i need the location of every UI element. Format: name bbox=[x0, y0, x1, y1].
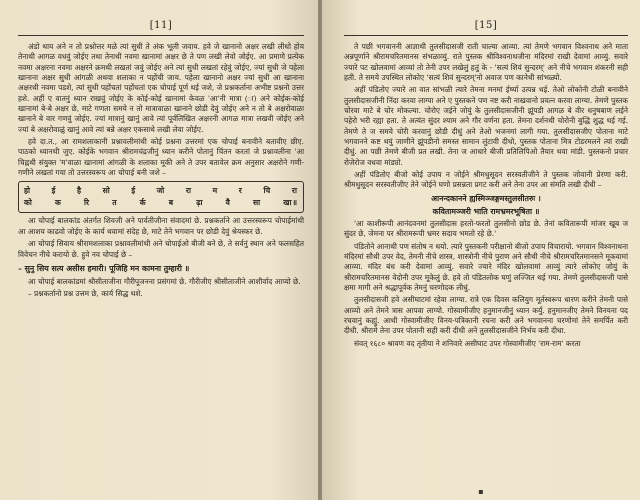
verse-syllable: चि bbox=[263, 186, 272, 196]
paragraph: आ चोपाई बालकांड अंतर्गत शिवजी अने पार्वतीजीना संवादमां छे. प्रश्नकर्ताने आ उत्तरस्वरूप चोपाईमांथी आ आशय काढवो जोईए के कार्य थवामां संदेह छे, माटे तेने भगवान पर छोडी देवुं श्रेयस्कर छे. bbox=[18, 216, 304, 236]
verse-syllable: त bbox=[112, 198, 118, 208]
verse-syllable: वै bbox=[225, 198, 231, 208]
verse-syllable: र bbox=[238, 186, 243, 196]
verse-syllable: खा॥ bbox=[283, 198, 298, 208]
verse-syllable: म bbox=[212, 186, 219, 196]
verse-row-2 bbox=[24, 197, 298, 209]
verse-box bbox=[18, 181, 304, 213]
paragraph: 'आ काशीरूपी आनंदवनमां तुलसीदास हरतो-फरतो तुलसीनो छोड छे. तेनां कवितारूपी मांजर खूब ज सुंदर छे, जेमना पर श्रीरामरूपी भ्रमर सदाय भमतो रहे छे.' bbox=[344, 218, 628, 239]
verse-syllable: क bbox=[54, 198, 62, 208]
verse-syllable: ब bbox=[168, 198, 175, 208]
verse-syllable: रा bbox=[291, 186, 298, 196]
paragraph: हवे दा.त., आ रामशलाकानी प्रश्नावलीमांथी कोई प्रश्नना उत्तरमां एक चोपाई बनावीने बतावीए छीए. पाठको ध्यानथी जुए. कोईके भगवान श्रीरामचंद्रजीनुं ध्यान करीने पोतानुं चिंतन करतां जे प्रश्नावलीना 'आ चिह्नथी संयुक्त 'म'वाळा खानामां आंगळी के शलाका मूकी अने ते उपर बतावेल क्रम अनुसार अक्षरोने गणी-गणीने लखतां गया तो उत्तरस्वरूप आ चोपाई बनी जशे – bbox=[18, 137, 304, 178]
page-number bbox=[18, 20, 304, 31]
verse-syllable: हो bbox=[24, 186, 31, 196]
page-number-text: [15] bbox=[474, 20, 498, 31]
sanskrit-verse-line-1: आनन्दकानने ह्यस्मिञ्जङ्गमस्तुलसीतरुः । bbox=[431, 193, 541, 203]
page-bottom-mark: ▪ bbox=[478, 487, 484, 496]
verse-syllable: रि bbox=[83, 198, 91, 208]
verse-row-1 bbox=[24, 185, 298, 197]
verse-syllable: ई bbox=[51, 186, 57, 196]
page-number bbox=[344, 20, 628, 31]
paragraph: ते पछी भगवाननी आज्ञाथी तुलसीदासजी राती चाल्या आव्या. त्यां तेमणे भगवान विश्वनाथ अने माता अन्नपूर्णाने श्रीरामचरितमानस संभळाव्युं. राते पुस्तक श्रीविश्वनाथजीना मंदिरमां राखी देवामां आव्युं. सवारे ज्यारे पट खोलवामां आव्यां तो तेनी उपर लखेलुं हतुं के - 'सत्यं शिवं सुन्दरम्' अने नीचे भगवान शंकरनी सही हती. ते समये उपस्थित लोकोए 'सत्यं शिवं सुन्दरम्'नो अवाज पण कानेथी सांभळ्यो. bbox=[344, 42, 628, 83]
verse-syllable: र्क bbox=[139, 198, 147, 208]
paragraph: आ चोपाई सिवाय श्रीरामशलाका प्रश्नावलीमांथी अने चोपाईओ बीजी बने छे, ते सर्वनुं स्थान अने फलसहित विवेचन नीचे करायो छे. हुवे नव चोपाई छे – bbox=[18, 239, 304, 259]
verse-syllable: ई bbox=[131, 186, 137, 196]
paragraph: आ चोपाई बालकांडमां श्रीसीताजीना गौरीपूजनना प्रसंगमां छे. गौरीजीए श्रीसीताजीने आशीर्वाद आप्यो छे. bbox=[28, 276, 301, 286]
page-number-text: [11] bbox=[149, 20, 173, 31]
paragraph: तुलसीदासजी हवे असीघाटमां रहेवा लाग्या. रात्रे एक दिवस कलियुग मूर्तस्वरूप धारण करीने तेमनी पासे आव्यो अने तेमने त्रास आपवा लाग्यो. गोस्वामीजीए हनुमानजीनुं ध्यान कर्युं. हनुमानजीए तेमने विनयना पद रचवानुं कह्युं. आथी गोस्वामीजीए विनय-पत्रिकानी रचना करी अने भगवानना चरणोमां तेने समर्पित करी दीधी. श्रीरामे तेना उपर पोतानी सही करी दीधी अने तुलसीदासजीने निर्भय करी दीधा. bbox=[344, 295, 628, 336]
verse-syllable: है bbox=[76, 186, 82, 196]
right-page bbox=[322, 0, 640, 500]
verse-syllable: रा bbox=[185, 186, 192, 196]
verse-quote: – सुनु सिय सत्य असीस हमारी। पूजिहि मन कामना तुम्हारी ॥ bbox=[18, 263, 190, 273]
paragraph: अंडो थाय अने न तो प्रश्नोत्तर मळे त्यां सुधी ते अंक भूली जवाय. हवे जे खानानो अक्षर लखी लीधो होय तेनाथी आगळ वधवुं जोईए तथा तेनाथी नवमा खानामां अक्षर छे ते पण लखी लेवो जोईए. आ प्रमाणे प्रत्येक नवमा अक्षरना नवमा अक्षरने क्रमथी लखतां जवुं जोईए अने त्यां सुधी लखतां रहेवुं जोईए, ज्यां सुधी जे पहेला खानाना अक्षर सुधी आंगळी अथवा शलाका न पहोंची जाय. पहेला खानानो अक्षर ज्यां सुधी आ खानाना अक्षरथी नवमा पडशे, त्यां सुधी पहोंचतां पहोंचतां एक चोपाई पूर्ण थई जशे, जे प्रश्नकर्ताना अभीष्ट प्रश्ननो उत्तर हशे. अहीं ए वातनुं ध्यान राखवुं जोईए के कोई-कोई खानामां केवळ 'आ'नी मात्रा (ा) अने कोईक-कोई खानामां बे-बे अक्षर छे, माटे गणता समये न तो मात्रावाळा खानाने छोडी देवुं जोईए अने न तो बे अक्षरोवाळा खानाने बे वार गणवुं जोईए. ज्यां मात्रानुं खानुं आवे त्यां पूर्वलिखित अक्षरनी आगळ मात्रा लखवी जोईए अने ज्यां बे अक्षरोवाळुं खानुं आवे त्यां बन्ने अक्षर एकसाथे लखी लेवा जोईए. bbox=[18, 42, 304, 134]
verse-syllable: ढ़ा bbox=[196, 198, 204, 208]
header-rule bbox=[18, 35, 304, 36]
paragraph: पंडितोने आनाथी पण संतोष न थयो. त्यारे पुस्तकनी परीक्षानो बीजो उपाय विचारायो. भगवान विश्वनाथना मंदिरमां सौथी उपर वेद, तेमनी नीचे शास्त्र, शास्त्रोनी नीचे पुराण अने सौथी नीचे श्रीरामचरितमानसने मूकवामां आव्या. मंदिर बंध करी देवामां आव्युं. सवारे ज्यारे मंदिर खोलवामां आव्युं त्यारे लोकोए जोयुं के श्रीरामचरितमानस वेदोनी उपर मूकेलुं छे. हवे तो पंडितलोक घणुं लज्जित थई गया. तेमणे तुलसीदासजी पासे क्षमा मागी अने श्रद्धापूर्वक तेमनुं चरणोदक लीधुं. bbox=[344, 241, 628, 292]
verse-syllable: सो bbox=[102, 186, 111, 196]
verse-syllable: सा bbox=[253, 198, 262, 208]
paragraph: अहीं पंडितोए बीजो कोई उपाय न जोईने श्रीमधुसूदन सरस्वतीजीने ते पुस्तक जोवानी प्रेरणा करी. श्रीमधुसूदन सरस्वतीजीए तेने जोईने घणो प्रसन्नता प्रगट करी अने तेना उपर आ संमति लखी दीधी – bbox=[344, 170, 628, 190]
verse-syllable: जो bbox=[156, 186, 166, 196]
header-rule bbox=[344, 35, 628, 36]
sanskrit-verse-line-2: कवितामञ्जरी भाति रामभ्रमरभूषिता ॥ bbox=[432, 206, 540, 216]
paragraph: अहीं पंडितोए ज्यारे आ वात सांभळी त्यारे तेमना मनमां ईर्ष्या उत्पन्न थई. तेओ लोकोनी टोळी बनावीने तुलसीदासजीनी निंदा करवा लाग्या अने ए पुस्तकने पण नष्ट करी नाखवानो प्रयत्न करवा लाग्या. तेमणे पुस्तक चोरवा माटे बे चोर मोकल्या. चोरोए जईने जोयुं के तुलसीदासजीनी झूंपडी आगळ बे वीर धनुषबाण लईने पहेरो भरी रह्या हता. ते अत्यंत सुंदर श्याम अने गौर वर्णना हता. तेमना दर्शनथी चोरोनी बुद्धि शुद्ध थई गई. तेमणे ते ज समये चोरी करवानुं छोडी दीधुं अने तेओ भजनमां लागी गया. तुलसीदासजीए पोताना माटे भगवानने कष्ट थयुं जाणीने झूंपडीनो समस्त सामान लुंटावी दीधो, पुस्तक पोताना मित्र टोडरमलने त्यां राखी दीधुं. आ पछी तेमणे बीजी प्रत लखी. तेना ज आधारे बीजी प्रतिलिपिओ तैयार थवा मांडी. पुस्तकनो प्रचार रोजेरोज वधवा मांड्यो. bbox=[344, 85, 628, 167]
paragraph: – प्रश्नकर्तानो प्रश्न उत्तम छे, कार्य सिद्ध थशे. bbox=[28, 289, 143, 299]
paragraph: संवत् १६८० श्रावण वद तृतीया ने शनिवारे असीघाट उपर गोस्वामीजीए 'राम-राम' करता bbox=[354, 338, 581, 348]
verse-syllable: को bbox=[24, 198, 33, 208]
left-page bbox=[0, 0, 318, 500]
